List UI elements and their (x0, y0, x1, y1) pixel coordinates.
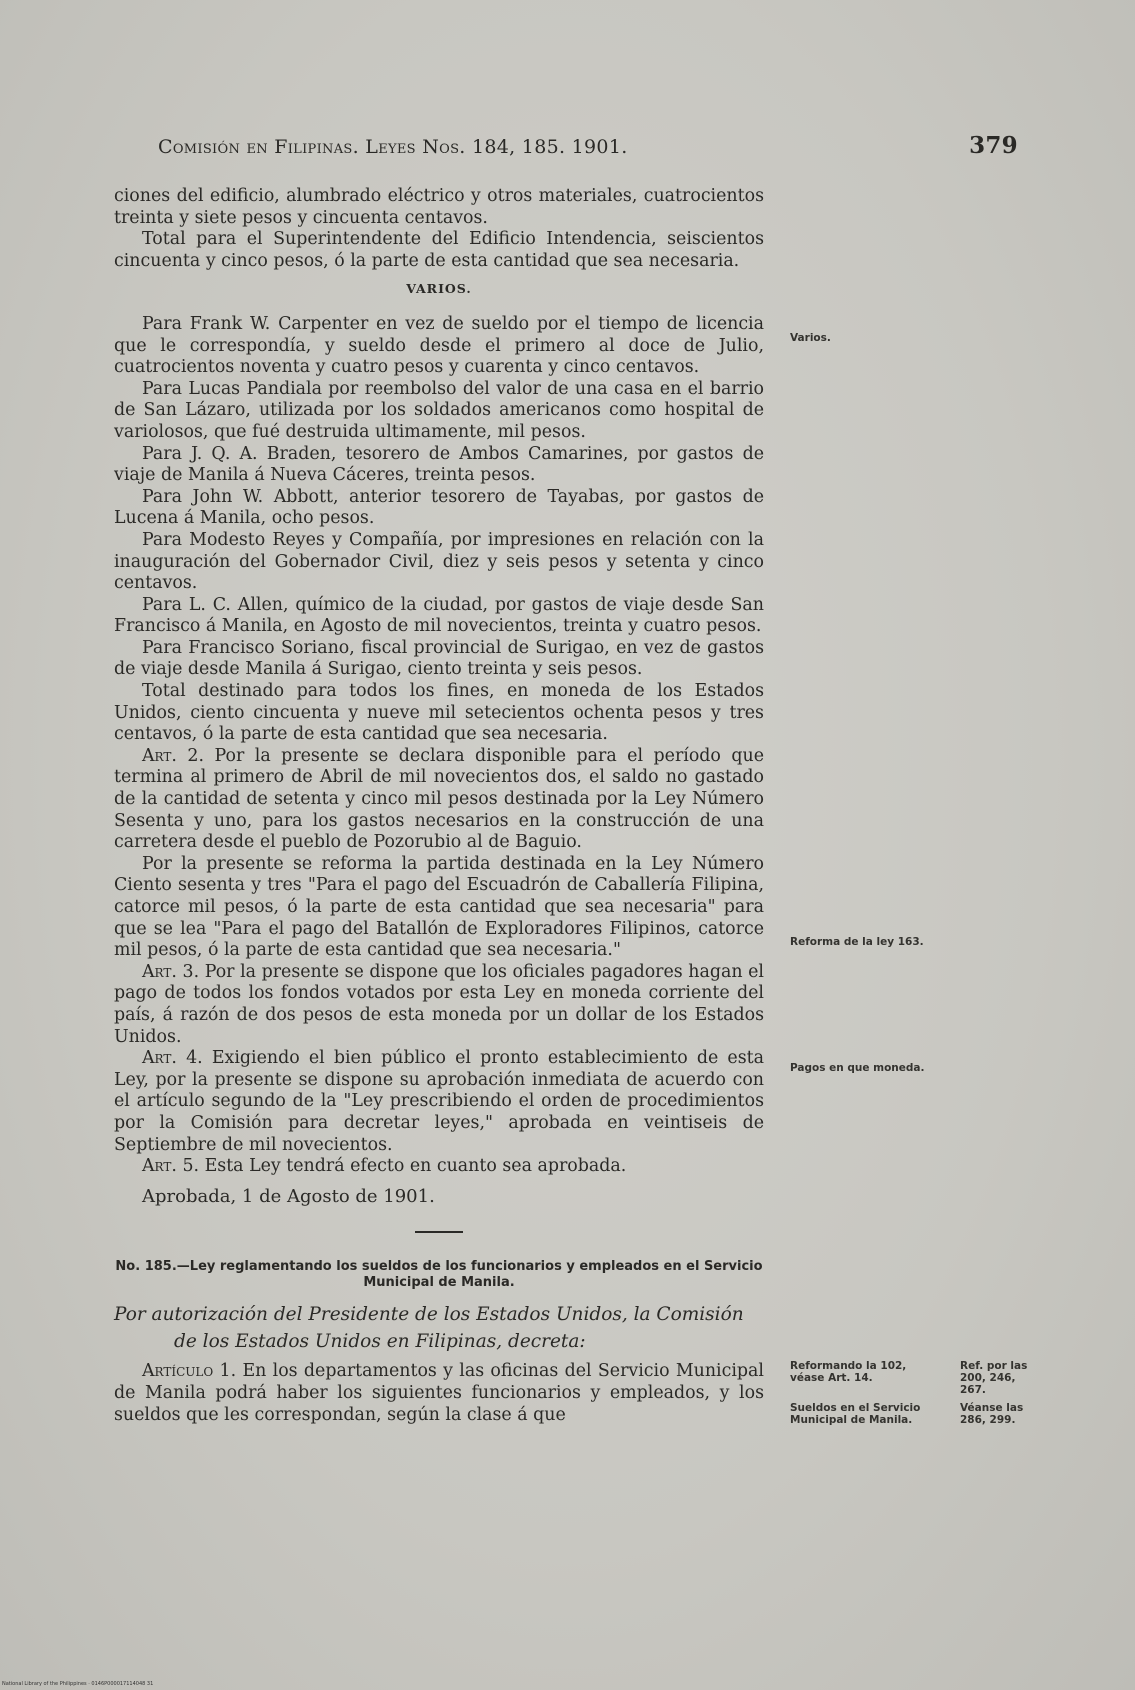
section-heading: VARIOS. (406, 281, 472, 297)
enacting-clause (114, 1301, 764, 1355)
article-1 (114, 1361, 764, 1426)
article-label: Art. 5. (142, 1156, 200, 1177)
article-text: Por la presente se declara disponible para el período que termina al primero de Abril de mil novecientos dos, el saldo no gastado de la cantidad de setenta y cinco mil pesos destinada por la Ley Número Sesenta y uno, para los gastos necesarios en la construcción de una carretera desde el pueblo de Pozorubio al de Baguio. (114, 745, 765, 853)
paragraph: Para Frank W. Carpenter en vez de sueldo por el tiempo de licencia que le correspondía, y sueldo desde el primero al doce de Julio, cuatrocientos noventa y cuatro pesos y cuarenta y cinco centavos. (114, 313, 764, 378)
article-label: Art. 2. (142, 745, 204, 766)
running-title: Comisión en Filipinas. Leyes Nos. 184, 185. 1901. (158, 136, 628, 158)
divider (415, 1231, 463, 1233)
article-text: Esta Ley tendrá efecto en cuanto sea aprobada. (204, 1156, 627, 1177)
margin-note-pagos: Pagos en que moneda. (790, 1062, 925, 1074)
article-text: Exigiendo el bien público el pronto establecimiento de esta Ley, por la presente se dispone su aprobación inmediata de acuerdo con el artículo segundo de la "Ley prescribiendo el orden de procedimientos por la Comisión para decretar leyes," aprobada en veintiseis de Septiembre de mil novecientos. (114, 1048, 764, 1155)
margin-note-ref: Ref. por las 200, 246, 267. (960, 1360, 1028, 1396)
paragraph: Para John W. Abbott, anterior tesorero de Tayabas, por gastos de Lucena á Manila, ocho pesos. (114, 486, 764, 529)
margin-note-reforma: Reforma de la ley 163. (790, 936, 924, 948)
scan-credit: National Library of the Philippines · 0146P000017114048 31 (2, 1681, 154, 1687)
paragraph: Total para el Superintendente del Edificio Intendencia, seiscientos cincuenta y cinco pesos, ó la parte de esta cantidad que sea necesaria. (114, 229, 764, 271)
paragraph: Para Modesto Reyes y Compañía, por impresiones en relación con la inauguración del Gobernador Civil, diez y seis pesos y setenta y cinco centavos. (114, 529, 764, 594)
enacting-line: de los Estados Unidos en Filipinas, decreta: (174, 1331, 586, 1353)
enacting-line: Por autorización del Presidente de los Estados Unidos, la Comisión (114, 1304, 744, 1326)
margin-note-reformando: Reformando la 102, véase Art. 14. (790, 1360, 907, 1384)
paragraph: Total destinado para todos los fines, en moneda de los Estados Unidos, ciento cincuenta y nueve mil setecientos ochenta pesos y tres centavos, ó la parte de esta cantidad que sea necesaria. (114, 681, 764, 745)
article-2 (114, 746, 764, 854)
article-label: Art. 3. (142, 961, 200, 982)
law-number: No. 185. (115, 1259, 177, 1275)
paragraph: Para J. Q. A. Braden, tesorero de Ambos Camarines, por gastos de viaje de Manila á Nueva Cáceres, treinta pesos. (114, 443, 764, 486)
margin-note-sueldos: Sueldos en el Servicio Municipal de Manila. (790, 1402, 921, 1426)
paragraph: Para Francisco Soriano, fiscal provincial de Surigao, en vez de gastos de viaje desde Manila á Surigao, ciento treinta y seis pesos. (114, 637, 764, 680)
paragraph: Para Lucas Pandiala por reembolso del valor de una casa en el barrio de San Lázaro, utilizada por los soldados americanos como hospital de variolosos, que fué destruida ultimamente, mil pesos. (114, 378, 764, 442)
approval-date: Aprobada, 1 de Agosto de 1901. (142, 1185, 435, 1207)
paragraph: Por la presente se reforma la partida destinada en la Ley Número Ciento sesenta y tres "Para el pago del Escuadrón de Caballería Filipina, catorce mil pesos, ó la parte de esta cantidad que sea necesaria" para que se lea "Para el pago del Batallón de Exploradores Filipinos, catorce mil pesos, ó la parte de esta cantidad que sea necesaria." (114, 853, 764, 961)
margin-note-veanse: Véanse las 286, 299. (960, 1402, 1024, 1426)
paragraph: ciones del edificio, alumbrado eléctrico y otros materiales, cuatrocientos treinta y siete pesos y cincuenta centavos. (114, 186, 764, 228)
article-text: En los departamentos y las oficinas del Servicio Municipal de Manila podrá haber los siguientes funcionarios y empleados, y los sueldos que les correspondan, según la clase á que (114, 1361, 764, 1425)
page-number: 379 (969, 132, 1018, 159)
article-label: Artículo 1. (142, 1361, 237, 1382)
article-3 (114, 962, 764, 1048)
main-text (114, 186, 764, 1426)
margin-note-varios: Varios. (790, 332, 831, 344)
running-header (158, 132, 1018, 159)
article-4 (114, 1048, 764, 1156)
article-label: Art. 4. (142, 1048, 203, 1069)
law-title-text: —Ley reglamentando los sueldos de los funcionarios y empleados en el Servicio Municipal de Manila. (176, 1259, 763, 1291)
article-5 (114, 1156, 764, 1178)
law-title (114, 1259, 764, 1291)
paragraph: Para L. C. Allen, químico de la ciudad, por gastos de viaje desde San Francisco á Manila, en Agosto de mil novecientos, treinta y cuatro pesos. (114, 594, 764, 637)
article-text: Por la presente se dispone que los oficiales pagadores hagan el pago de todos los fondos votados por esta Ley en moneda corriente del país, á razón de dos pesos de esta moneda por un dollar de los Estados Unidos. (114, 961, 764, 1047)
